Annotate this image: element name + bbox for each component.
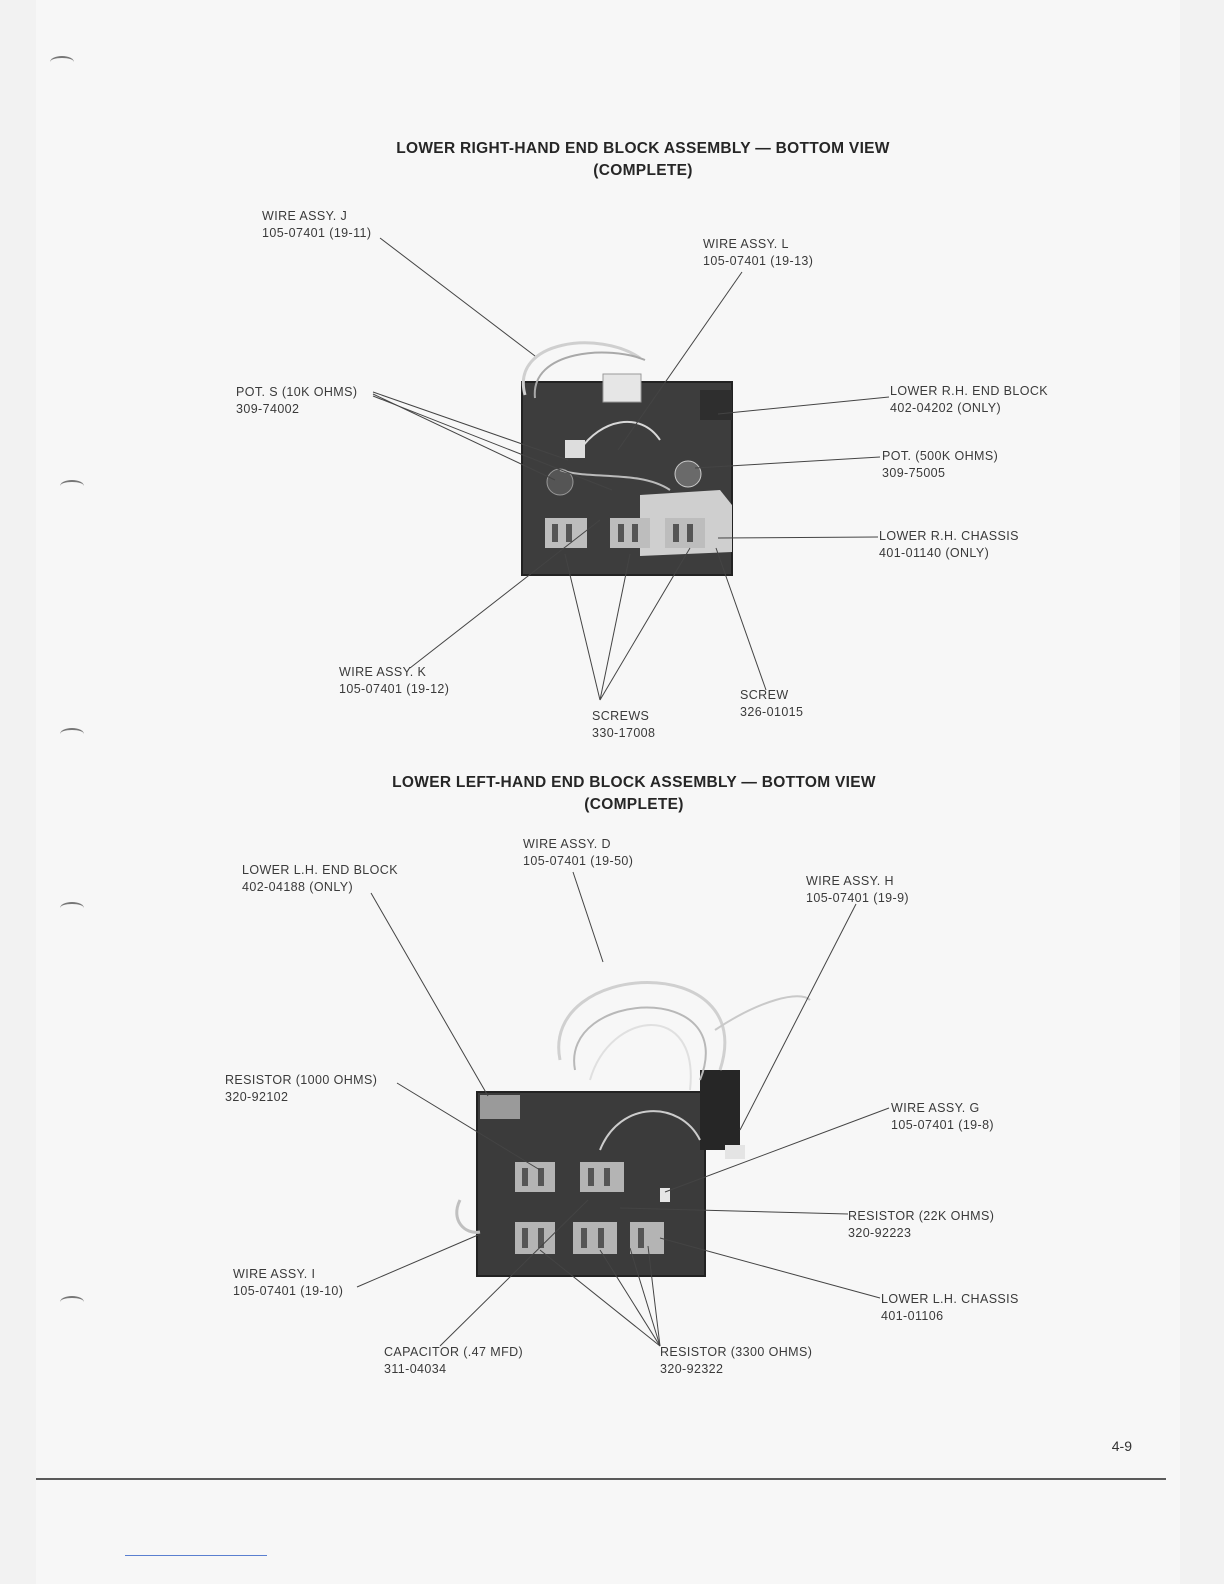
bottom-assembly-title bbox=[334, 772, 934, 816]
footer-rule bbox=[36, 1478, 1166, 1480]
top-assembly-photo bbox=[522, 343, 732, 575]
label-wire-assy-g: WIRE ASSY. G 105-07401 (19-8) bbox=[891, 1101, 994, 1132]
label-wire-assy-h: WIRE ASSY. H 105-07401 (19-9) bbox=[806, 874, 909, 905]
label-wire-assy-i: WIRE ASSY. I 105-07401 (19-10) bbox=[233, 1267, 344, 1298]
bottom-assembly-photo bbox=[457, 983, 810, 1277]
page-number: 4-9 bbox=[1111, 1438, 1132, 1454]
label-lower-lh-end-block: LOWER L.H. END BLOCK 402-04188 (ONLY) bbox=[242, 863, 398, 894]
label-capacitor: CAPACITOR (.47 MFD) 311-04034 bbox=[384, 1345, 524, 1376]
bottom-title-line1: LOWER LEFT-HAND END BLOCK ASSEMBLY — BOTTOM VIEW bbox=[392, 774, 876, 791]
label-resistor-22k: RESISTOR (22K OHMS) 320-92223 bbox=[848, 1209, 995, 1240]
label-wire-assy-k: WIRE ASSY. K 105-07401 (19-12) bbox=[339, 665, 450, 696]
label-lower-rh-end-block: LOWER R.H. END BLOCK 402-04202 (ONLY) bbox=[890, 384, 1049, 415]
label-lower-rh-chassis: LOWER R.H. CHASSIS 401-01140 (ONLY) bbox=[879, 529, 1019, 560]
label-pot-500k: POT. (500K OHMS) 309-75005 bbox=[882, 449, 999, 480]
label-resistor-1000: RESISTOR (1000 OHMS) 320-92102 bbox=[225, 1073, 378, 1104]
footer-link-underline bbox=[125, 1555, 267, 1556]
label-lower-lh-chassis: LOWER L.H. CHASSIS 401-01106 bbox=[881, 1292, 1019, 1323]
label-screw: SCREW 326-01015 bbox=[740, 688, 804, 719]
label-wire-assy-j: WIRE ASSY. J 105-07401 (19-11) bbox=[262, 209, 372, 240]
label-pot-s: POT. S (10K OHMS) 309-74002 bbox=[236, 385, 358, 416]
label-wire-assy-d: WIRE ASSY. D 105-07401 (19-50) bbox=[523, 837, 634, 868]
top-title-line1: LOWER RIGHT-HAND END BLOCK ASSEMBLY — BOTTOM VIEW bbox=[396, 140, 890, 157]
label-wire-assy-l: WIRE ASSY. L 105-07401 (19-13) bbox=[703, 237, 814, 268]
label-screws: SCREWS 330-17008 bbox=[592, 709, 656, 740]
bottom-title-line2: (COMPLETE) bbox=[584, 796, 684, 813]
label-resistor-3300: RESISTOR (3300 OHMS) 320-92322 bbox=[660, 1345, 813, 1376]
top-title-line2: (COMPLETE) bbox=[593, 162, 693, 179]
